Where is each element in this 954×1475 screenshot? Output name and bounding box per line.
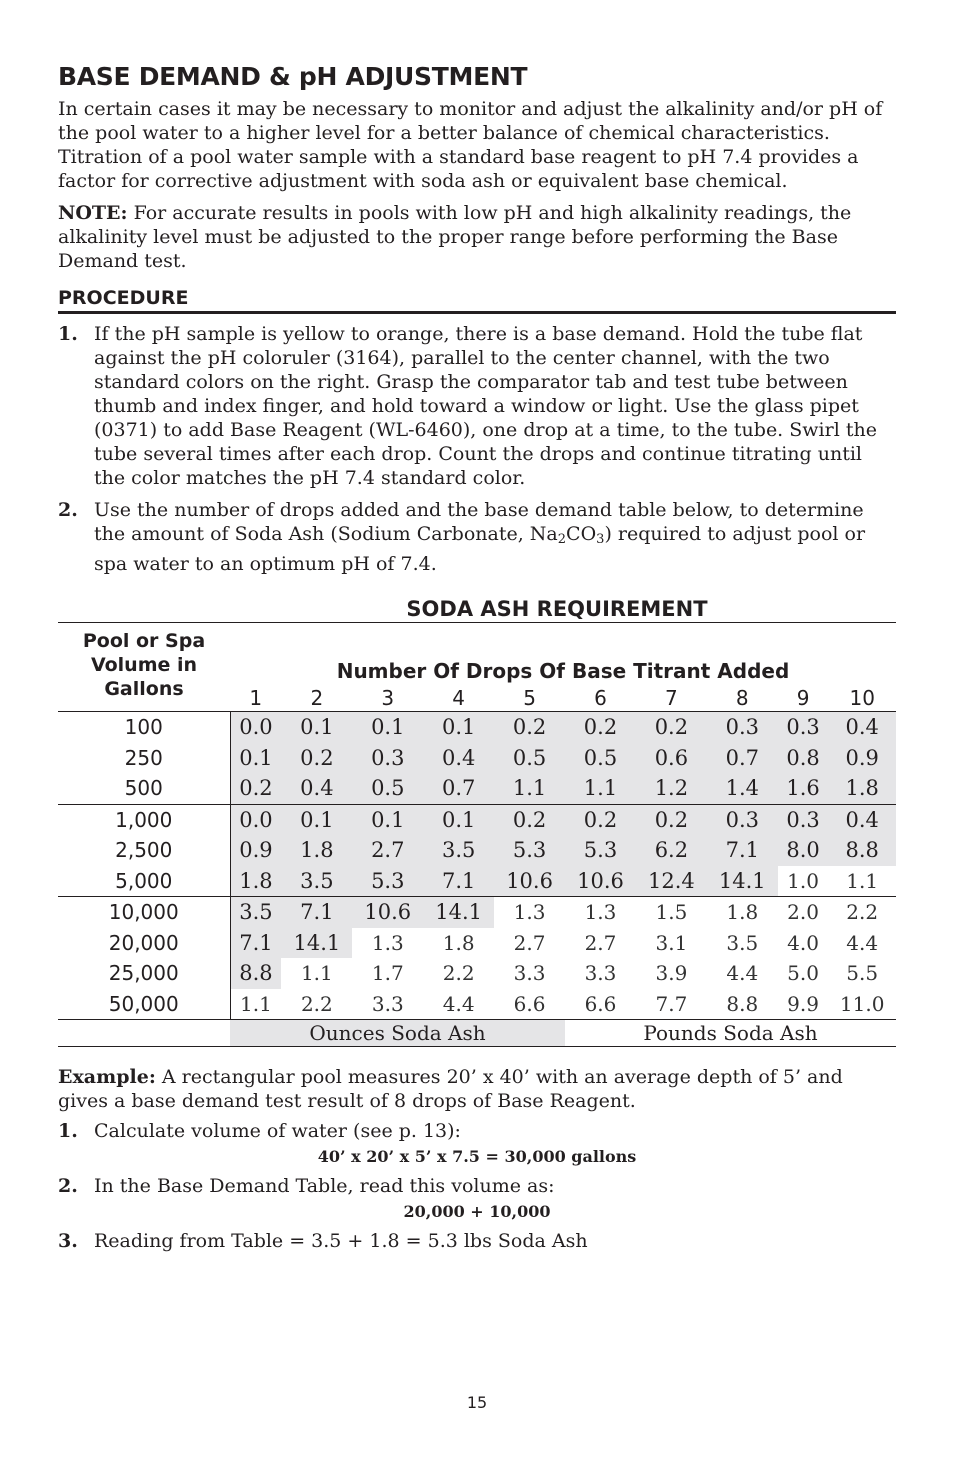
- example-steps: [58, 1229, 896, 1253]
- drop-count-header: 4: [452, 686, 466, 710]
- drop-count-header: 7: [665, 686, 678, 710]
- ounces-value-cell: 5.3: [352, 866, 423, 897]
- drop-count-header: 8: [735, 686, 749, 710]
- ounces-value-cell: 0.1: [352, 804, 423, 835]
- ounces-value-cell: 7.1: [423, 866, 494, 897]
- pounds-value-cell: 2.2: [300, 991, 333, 1016]
- volume-breakdown: 20,000 + 10,000: [403, 1202, 551, 1221]
- pounds-value-cell: 2.7: [584, 930, 617, 955]
- ounces-value-cell: 5.3: [494, 835, 565, 866]
- step-text: Calculate volume of water (see p. 13):: [94, 1120, 461, 1142]
- pounds-value-cell: 1.0: [787, 868, 819, 893]
- volume-cell: 100: [58, 712, 230, 743]
- subscript: 2: [557, 532, 567, 547]
- pounds-value-cell: 3.5: [726, 930, 759, 955]
- ounces-value-cell: 7.1: [707, 835, 778, 866]
- volume-cell: 1,000: [58, 804, 230, 835]
- volume-calculation: 40’ x 20’ x 5’ x 7.5 = 30,000 gallons: [317, 1147, 637, 1166]
- volume-cell: 250: [58, 743, 230, 774]
- ounces-value-cell: 0.1: [352, 712, 423, 743]
- table-row: [58, 866, 896, 897]
- drops-header: Number Of Drops Of Base Titrant Added: [336, 659, 790, 683]
- example-text: A rectangular pool measures 20’ x 40’ with an average depth of 5’ and gives a base demand test result of 8 drops of Base Reagent.: [58, 1066, 843, 1112]
- pounds-value-cell: 1.8: [707, 897, 778, 928]
- pounds-value-cell: 1.3: [565, 897, 636, 928]
- ounces-value-cell: 0.2: [494, 712, 565, 743]
- subscript: 3: [596, 532, 605, 547]
- ounces-value-cell: 7.1: [230, 928, 281, 959]
- pounds-value-cell: 9.9: [787, 991, 819, 1016]
- ounces-value-cell: 0.4: [828, 804, 896, 835]
- step-number: 2.: [58, 1175, 78, 1197]
- ounces-value-cell: 0.4: [828, 712, 896, 743]
- ounces-value-cell: 0.5: [352, 773, 423, 804]
- step-text: Reading from Table = 3.5 + 1.8 = 5.3 lbs Soda Ash: [94, 1230, 588, 1252]
- table-row: [58, 712, 896, 743]
- step-number: 1.: [58, 1120, 78, 1142]
- note-label: NOTE:: [58, 202, 128, 224]
- ounces-value-cell: 2.7: [352, 835, 423, 866]
- ounces-value-cell: 0.7: [423, 773, 494, 804]
- pounds-value-cell: 3.3: [584, 961, 617, 986]
- table-body: [58, 712, 896, 1020]
- example-step-3: [58, 1229, 896, 1253]
- example-step-1: [58, 1119, 896, 1143]
- ounces-value-cell: 0.8: [778, 743, 829, 774]
- pounds-value-cell: 8.8: [726, 991, 759, 1016]
- ounces-value-cell: 0.5: [565, 743, 636, 774]
- ounces-value-cell: 0.4: [281, 773, 352, 804]
- ounces-value-cell: 0.2: [281, 743, 352, 774]
- volume-cell: 500: [58, 773, 230, 804]
- volume-header: Pool or Spa Volume in Gallons: [82, 630, 206, 700]
- drop-count-header: 3: [381, 686, 395, 710]
- ounces-value-cell: 14.1: [707, 866, 778, 897]
- ounces-value-cell: 1.8: [828, 773, 896, 804]
- pounds-value-cell: 4.4: [846, 930, 879, 955]
- ounces-value-cell: 1.1: [494, 773, 565, 804]
- ounces-value-cell: 0.2: [565, 804, 636, 835]
- pounds-value-cell: 4.0: [787, 930, 819, 955]
- pounds-value-cell: 6.6: [513, 991, 546, 1016]
- ounces-value-cell: 5.3: [565, 835, 636, 866]
- volume-cell: 10,000: [58, 897, 230, 928]
- ounces-value-cell: 0.1: [423, 712, 494, 743]
- procedure-list: [58, 322, 896, 576]
- pounds-value-cell: 1.3: [494, 897, 565, 928]
- volume-cell: 50,000: [58, 989, 230, 1020]
- ounces-value-cell: 0.3: [707, 712, 778, 743]
- example-step-2: [58, 1174, 896, 1198]
- step-number: 3.: [58, 1230, 78, 1252]
- step-text: In the Base Demand Table, read this volume as:: [94, 1175, 555, 1197]
- step-text-pre: Use the number of drops added and the base demand table below, to determine the amount of Soda Ash (Sodium Carbonate, Na: [94, 499, 864, 545]
- drop-count-header: 2: [310, 686, 324, 710]
- example-label: Example:: [58, 1066, 156, 1088]
- ounces-value-cell: 0.2: [636, 712, 707, 743]
- drop-count-header: 9: [796, 686, 810, 710]
- ounces-value-cell: 0.9: [828, 743, 896, 774]
- pounds-value-cell: 2.2: [828, 897, 896, 928]
- ounces-value-cell: 0.7: [707, 743, 778, 774]
- pounds-value-cell: 5.5: [846, 961, 879, 986]
- table-row: [58, 958, 896, 989]
- drop-count-header: 5: [523, 686, 536, 710]
- ounces-value-cell: 3.5: [423, 835, 494, 866]
- table-row: [58, 989, 896, 1020]
- step-number: 2.: [58, 499, 78, 521]
- procedure-step-1: [58, 322, 896, 490]
- ounces-value-cell: 1.8: [281, 835, 352, 866]
- table-row: [58, 773, 896, 804]
- pounds-value-cell: 2.7: [513, 930, 546, 955]
- table-row: [58, 928, 896, 959]
- ounces-value-cell: 0.1: [281, 804, 352, 835]
- pounds-value-cell: 4.4: [726, 961, 759, 986]
- ounces-value-cell: 0.2: [494, 804, 565, 835]
- ounces-value-cell: 0.3: [778, 712, 829, 743]
- ounces-value-cell: 3.5: [230, 897, 281, 928]
- procedure-step-2: [58, 498, 896, 576]
- volume-cell: 5,000: [58, 866, 230, 897]
- ounces-value-cell: 0.5: [494, 743, 565, 774]
- ounces-value-cell: 0.6: [636, 743, 707, 774]
- pounds-value-cell: 1.5: [636, 897, 707, 928]
- drop-count-header: 6: [594, 686, 607, 710]
- ounces-value-cell: 0.0: [230, 712, 281, 743]
- ounces-value-cell: 0.2: [230, 773, 281, 804]
- ounces-value-cell: 1.4: [707, 773, 778, 804]
- ounces-value-cell: 1.6: [778, 773, 829, 804]
- ounces-value-cell: 1.8: [230, 866, 281, 897]
- ounces-value-cell: 0.4: [423, 743, 494, 774]
- table-row: [58, 897, 896, 928]
- pounds-value-cell: 3.3: [513, 961, 546, 986]
- ounces-value-cell: 6.2: [636, 835, 707, 866]
- ounces-value-cell: 0.1: [423, 804, 494, 835]
- volume-cell: 2,500: [58, 835, 230, 866]
- step-text: If the pH sample is yellow to orange, there is a base demand. Hold the tube flat against the pH coloruler (3164), parallel to the center channel, with the two standard colors on the right. Grasp the comparator tab and test tube between thumb and index finger, and hold toward a window or light. Use the glass pipet (0371) to add Base Reagent (WL-6460), one drop at a time, to the tube. Swirl the tube several times after each drop. Count the drops and continue titrating until the color matches the pH 7.4 standard color.: [94, 323, 877, 489]
- pounds-value-cell: 3.1: [655, 930, 688, 955]
- pounds-value-cell: 7.7: [655, 991, 688, 1016]
- pounds-value-cell: 11.0: [839, 991, 885, 1016]
- example-steps: [58, 1174, 896, 1198]
- pounds-value-cell: 1.1: [846, 868, 879, 893]
- unit-row: [58, 1020, 896, 1047]
- ounces-value-cell: 0.3: [778, 804, 829, 835]
- ounces-value-cell: 0.1: [281, 712, 352, 743]
- ounces-value-cell: 14.1: [281, 928, 352, 959]
- unit-row-spacer: [58, 1020, 230, 1047]
- table-row: [58, 743, 896, 774]
- ounces-value-cell: 14.1: [423, 897, 494, 928]
- pounds-value-cell: 1.3: [371, 930, 404, 955]
- ounces-value-cell: 0.1: [230, 743, 281, 774]
- page-number: 15: [466, 1393, 488, 1412]
- ounces-value-cell: 10.6: [494, 866, 565, 897]
- pounds-value-cell: 1.8: [442, 930, 475, 955]
- pounds-value-cell: 1.1: [300, 961, 333, 986]
- step-text-mid: CO: [566, 523, 597, 545]
- ounces-value-cell: 8.8: [828, 835, 896, 866]
- procedure-heading: PROCEDURE: [58, 287, 896, 314]
- pounds-value-cell: 2.2: [442, 961, 475, 986]
- ounces-value-cell: 0.2: [565, 712, 636, 743]
- ounces-value-cell: 3.5: [281, 866, 352, 897]
- ounces-value-cell: 8.0: [778, 835, 829, 866]
- drop-count-header: 10: [849, 686, 875, 710]
- example-section: [58, 1065, 896, 1253]
- ounces-value-cell: 0.0: [230, 804, 281, 835]
- pounds-value-cell: 2.0: [778, 897, 829, 928]
- volume-cell: 20,000: [58, 928, 230, 959]
- ounces-value-cell: 12.4: [636, 866, 707, 897]
- example-paragraph: [58, 1065, 896, 1113]
- ounces-value-cell: 0.2: [636, 804, 707, 835]
- table-row: [58, 804, 896, 835]
- example-steps: [58, 1119, 896, 1143]
- pounds-value-cell: 5.0: [787, 961, 819, 986]
- pounds-value-cell: 3.3: [371, 991, 404, 1016]
- table-title: SODA ASH REQUIREMENT: [406, 597, 708, 621]
- ounces-value-cell: 8.8: [230, 958, 281, 989]
- ounces-value-cell: 0.9: [230, 835, 281, 866]
- ounces-value-cell: 7.1: [281, 897, 352, 928]
- ounces-label: Ounces Soda Ash: [230, 1020, 565, 1047]
- ounces-value-cell: 1.2: [636, 773, 707, 804]
- note-text: For accurate results in pools with low pH and high alkalinity readings, the alkalinity level must be adjusted to the proper range before performing the Base Demand test.: [58, 202, 852, 272]
- step-number: 1.: [58, 323, 78, 345]
- table-row: [58, 835, 896, 866]
- ounces-value-cell: 10.6: [352, 897, 423, 928]
- soda-ash-table: [58, 622, 896, 1047]
- intro-paragraph: In certain cases it may be necessary to monitor and adjust the alkalinity and/or pH of the pool water to a higher level for a better balance of chemical characteristics. Titration of a pool water sample with a standard base reagent to pH 7.4 provides a factor for corrective adjustment with soda ash or equivalent base chemical.: [58, 98, 883, 192]
- note-paragraph: [58, 201, 896, 273]
- page-heading: BASE DEMAND & pH ADJUSTMENT: [58, 62, 528, 91]
- ounces-value-cell: 0.3: [352, 743, 423, 774]
- pounds-value-cell: 4.4: [442, 991, 475, 1016]
- ounces-value-cell: 0.3: [707, 804, 778, 835]
- ounces-value-cell: 10.6: [565, 866, 636, 897]
- pounds-label: Pounds Soda Ash: [565, 1020, 896, 1047]
- step-text-post: ) required to adjust pool or spa water to an optimum pH of 7.4.: [94, 523, 866, 575]
- ounces-value-cell: 1.1: [565, 773, 636, 804]
- pounds-value-cell: 1.1: [240, 991, 272, 1016]
- pounds-value-cell: 3.9: [655, 961, 688, 986]
- volume-cell: 25,000: [58, 958, 230, 989]
- drop-count-header: 1: [249, 686, 263, 710]
- pounds-value-cell: 6.6: [584, 991, 617, 1016]
- pounds-value-cell: 1.7: [371, 961, 404, 986]
